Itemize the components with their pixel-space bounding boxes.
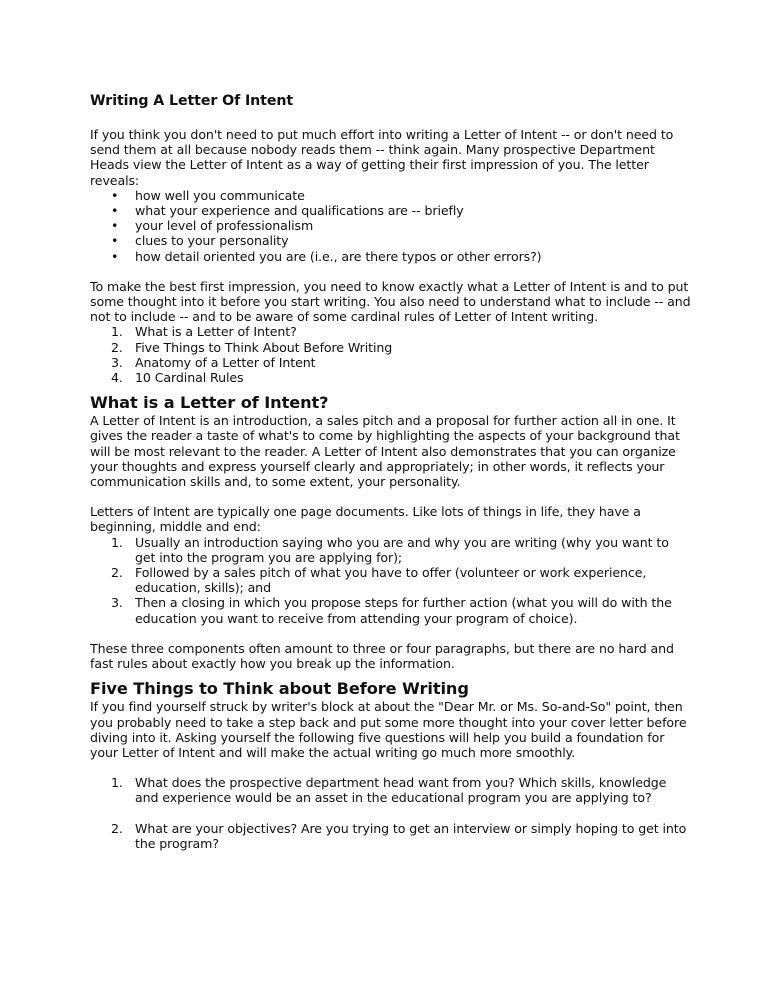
reveals-list xyxy=(90,188,692,264)
section1-paragraph: A Letter of Intent is an introduction, a sales pitch and a proposal for further action all in one. It gives the reader a taste of what's to come by highlighting the aspects of your background that will be most relevant to the reader. A Letter of Intent also demonstrates that you can organize your thoughts and express yourself clearly and appropriately; in other words, it reflects your communication skills and, to some extent, your personality. xyxy=(90,413,680,490)
list-item: 3. Then a closing in which you propose steps for further action (what you will do with the education you want to receive from attending your program of choice). xyxy=(111,595,672,626)
table-of-contents xyxy=(90,324,692,385)
list-item: 2. What are your objectives? Are you trying to get an interview or simply hoping to get into the program? xyxy=(111,820,687,851)
list-item: • what your experience and qualifications are -- briefly xyxy=(135,203,692,218)
list-item: 1. What does the prospective department head want from you? Which skills, knowledge and experience would be an asset in the educational program you are applying to? xyxy=(111,775,667,806)
section2-list xyxy=(90,775,692,851)
section2-paragraph: If you find yourself struck by writer's block at about the "Dear Mr. or Ms. So-and-So" point, then you probably need to take a step back and put some more thought into your cover letter before diving into it. Asking yourself the following five questions will help you build a foundation for your Letter of Intent and will make the actual writing go much more smoothly. xyxy=(90,699,687,760)
section-heading-what-is: What is a Letter of Intent? xyxy=(90,393,329,413)
list-item: • how detail oriented you are (i.e., are there typos or other errors?) xyxy=(135,249,692,264)
list-item: • how well you communicate xyxy=(135,188,692,203)
toc-item: 1. What is a Letter of Intent? xyxy=(111,324,297,340)
section-heading-five-things: Five Things to Think about Before Writing xyxy=(90,679,469,699)
page-title: Writing A Letter Of Intent xyxy=(90,93,294,109)
section1-paragraph-3: These three components often amount to three or four paragraphs, but there are no hard and fast rules about exactly how you break up the information. xyxy=(90,640,674,672)
section1-paragraph-2: Letters of Intent are typically one page documents. Like lots of things in life, they have a beginning, middle and end: xyxy=(90,504,641,535)
toc-item: 3. Anatomy of a Letter of Intent xyxy=(111,354,316,370)
toc-item: 2. Five Things to Think About Before Writing xyxy=(111,339,393,355)
intro-paragraph: If you think you don't need to put much effort into writing a Letter of Intent -- or don't need to send them at all because nobody reads them -- think again. Many prospective Department Heads view the Letter of Intent as a way of getting their first impression of you. The letter reveals: xyxy=(90,127,674,188)
list-item: • your level of professionalism xyxy=(135,218,692,233)
intro-paragraph-2: To make the best first impression, you need to know exactly what a Letter of Intent is and to put some thought into it before you start writing. You also need to understand what to include -- and not to include -- and to be aware of some cardinal rules of Letter of Intent writing. xyxy=(90,278,691,325)
list-item: 2. Followed by a sales pitch of what you have to offer (volunteer or work experience, education, skills); and xyxy=(111,565,647,596)
toc-item: 4. 10 Cardinal Rules xyxy=(111,370,244,386)
list-item: 1. Usually an introduction saying who you are and why you are writing (why you want to get into the program you are applying for); xyxy=(111,534,669,565)
section1-list xyxy=(90,535,692,626)
list-item: • clues to your personality xyxy=(135,233,692,248)
